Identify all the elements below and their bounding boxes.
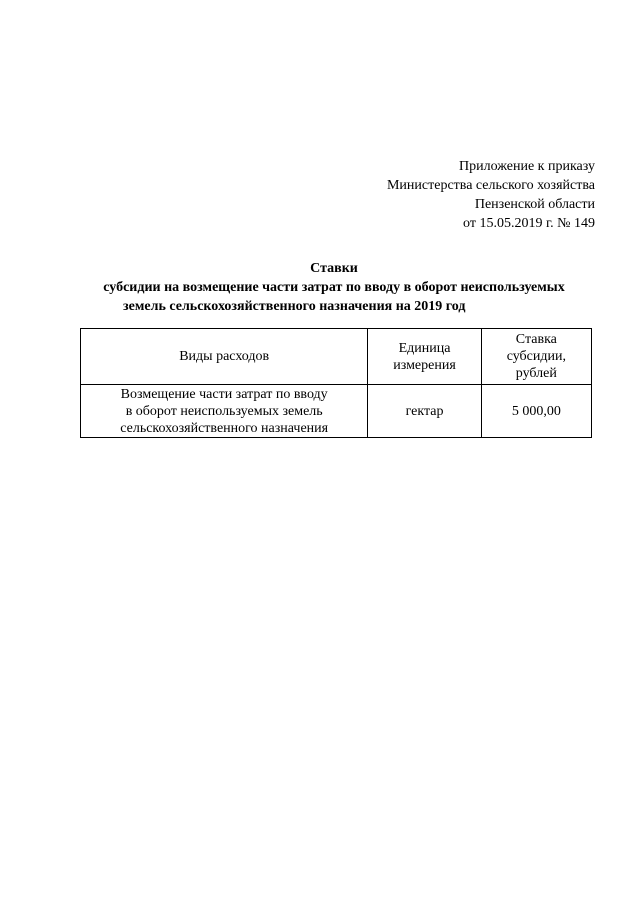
cell-unit: гектар [368, 385, 481, 438]
title-line-3: земель сельскохозяйственного назначения на 2019 год [123, 299, 466, 314]
header-rate-line-1: Ставка [515, 332, 557, 347]
header-unit-line-2: измерения [393, 357, 456, 373]
title-heading: Ставки [310, 261, 358, 276]
cell-expense-type-line-3: сельскохозяйственного назначения [120, 420, 329, 436]
header-rate-line-2: субсидии, [506, 349, 566, 364]
attachment-line-4: от 15.05.2019 г. № 149 [463, 216, 595, 231]
header-rate [481, 329, 591, 385]
header-unit-line-1: Единица [398, 340, 451, 356]
header-rate-line-3: рублей [515, 366, 557, 381]
table-row [81, 385, 592, 438]
attachment-line-1: Приложение к приказу [459, 159, 595, 174]
header-expense-type [81, 329, 368, 385]
attachment-note [387, 157, 595, 233]
cell-expense-type [81, 385, 368, 438]
cell-expense-type-line-2: в оборот неиспользуемых земель [125, 403, 323, 419]
attachment-line-3: Пензенской области [474, 197, 595, 212]
document-title [60, 259, 608, 316]
attachment-line-2: Министерства сельского хозяйства [386, 178, 595, 193]
cell-expense-type-line-1: Возмещение части затрат по вводу [120, 386, 328, 402]
header-expense-type-text: Виды расходов [179, 349, 270, 364]
header-unit [368, 329, 481, 385]
cell-rate: 5 000,00 [481, 385, 591, 438]
table-header-row [81, 329, 592, 385]
rates-table [80, 328, 592, 438]
title-line-2: субсидии на возмещение части затрат по вводу в оборот неиспользуемых [103, 280, 565, 295]
